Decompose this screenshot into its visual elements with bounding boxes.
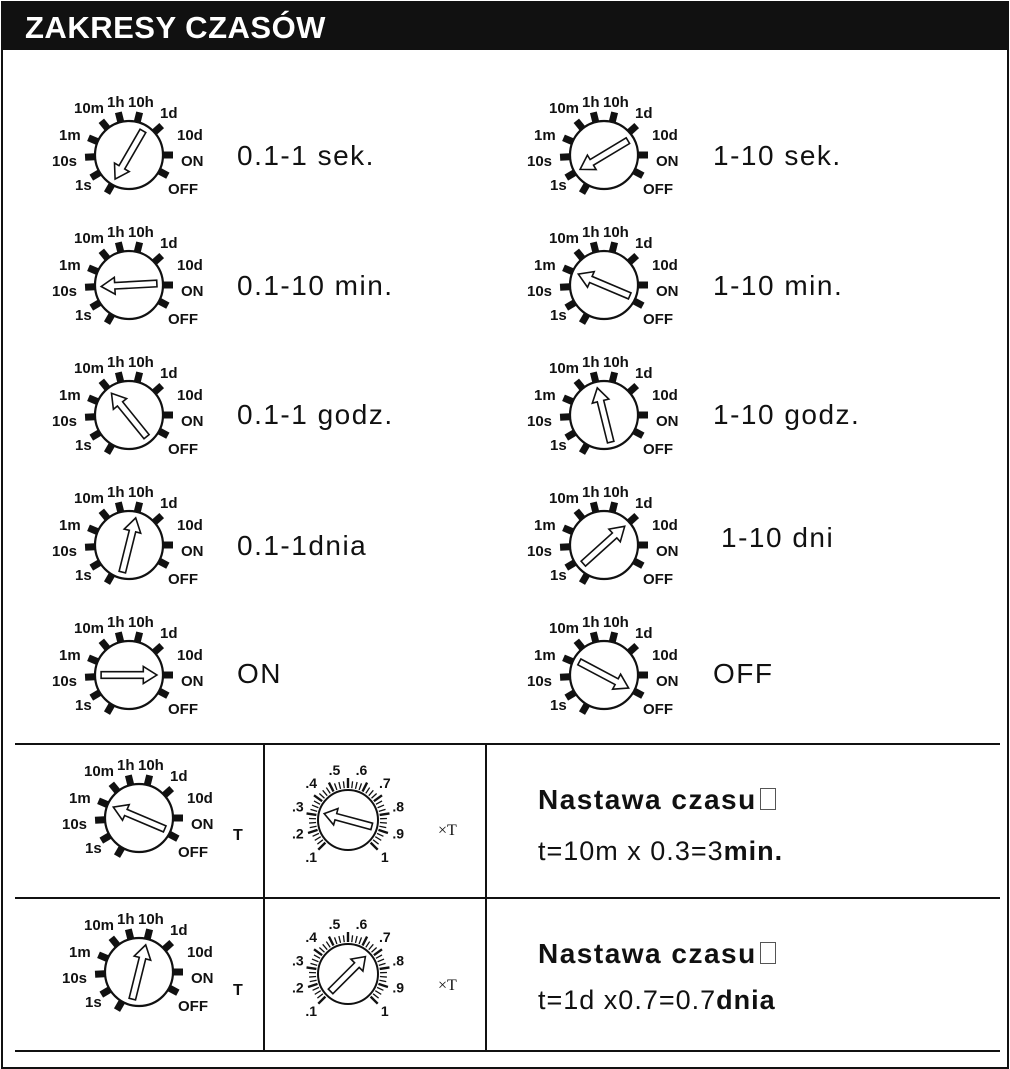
dial-scale-label: 1s xyxy=(550,567,567,584)
multiplier-tick xyxy=(329,783,334,792)
multiplier-tick xyxy=(378,959,384,962)
dial-scale-label: 10h xyxy=(128,484,154,501)
multiplier-tick xyxy=(375,991,381,995)
dial-scale-label: 1d xyxy=(635,495,653,512)
dial-scale-label: ON xyxy=(181,673,204,690)
multiplier-tick xyxy=(307,967,317,969)
dial-scale-label: 1s xyxy=(75,567,92,584)
range-label: 0.1-1 sek. xyxy=(237,140,375,171)
example-title: Nastawa czasu xyxy=(538,784,776,816)
multiplier-scale-label: .7 xyxy=(378,775,391,792)
dial-scale-label: 10s xyxy=(52,543,78,560)
dial-scale-label: OFF xyxy=(168,181,198,198)
multiplier-tick xyxy=(352,935,353,942)
dial-scale-label: OFF xyxy=(643,701,673,718)
multiplier-tick xyxy=(319,948,324,953)
multiplier-tick xyxy=(380,813,390,815)
dial-scale-label: 10h xyxy=(128,354,154,371)
multiplier-tick xyxy=(373,994,378,998)
table-divider-right xyxy=(485,743,487,1052)
dial-scale-label: ON xyxy=(656,543,679,560)
example-formula: t=1d x0.7=0.7dnia xyxy=(538,985,776,1015)
dial-scale-label: 1h xyxy=(582,94,600,111)
dial-scale-label: 1h xyxy=(582,354,600,371)
multiplier-tick xyxy=(379,980,386,981)
example-range-dial xyxy=(50,756,230,886)
multiplier-scale-label: .8 xyxy=(392,798,405,815)
multiplier-tick xyxy=(379,963,386,965)
multiplier-scale-label: .4 xyxy=(305,775,318,792)
dial-scale-label: 1s xyxy=(75,307,92,324)
dial-scale-label: 10d xyxy=(187,790,213,807)
dial-scale-label: OFF xyxy=(168,701,198,718)
dial-scale-label: 10d xyxy=(652,257,678,274)
multiplier-tick xyxy=(343,781,344,788)
multiplier-tick xyxy=(377,987,383,990)
multiplier-tick xyxy=(376,801,382,804)
multiplier-scale-label: .5 xyxy=(328,761,341,778)
multiplier-tick xyxy=(355,782,357,789)
dial-scale-label: 10m xyxy=(74,360,105,377)
multiplier-tick xyxy=(374,949,382,955)
multiplier-tick xyxy=(309,977,316,978)
multiplier-tick xyxy=(323,944,328,949)
dial-scale-label: 1s xyxy=(75,697,92,714)
dial-scale-label: OFF xyxy=(178,844,208,861)
dial-scale-label: 10h xyxy=(603,484,629,501)
multiplier-tick xyxy=(378,805,384,808)
dial-scale-label: OFF xyxy=(643,311,673,328)
multiplier-tick xyxy=(314,801,320,804)
multiplier-tick xyxy=(380,967,390,969)
dial-scale-label: 1h xyxy=(582,224,600,241)
missing-glyph-box xyxy=(760,788,776,810)
multiplier-scale-label: 1 xyxy=(380,848,389,865)
multiplier-scale-label: 1 xyxy=(380,1002,389,1019)
dial-scale-label: 1m xyxy=(69,790,91,807)
dial-scale-label: 1d xyxy=(635,365,653,382)
dial-scale-label: 10m xyxy=(549,100,580,117)
multiplier-tick xyxy=(310,826,317,827)
dial-scale-label: 1m xyxy=(534,647,556,664)
dial-scale-label: ON xyxy=(656,413,679,430)
multiplier-tick xyxy=(335,783,337,790)
multiplier-tick xyxy=(374,795,382,801)
dial-scale-label: 1d xyxy=(170,768,188,785)
dial-scale-label: 1s xyxy=(75,177,92,194)
dial-scale-label: 10m xyxy=(74,230,105,247)
dial-scale-label: 10d xyxy=(652,647,678,664)
multiplier-tick xyxy=(352,781,353,788)
dial-scale-label: 10s xyxy=(527,413,553,430)
dial-scale-label: 10d xyxy=(652,387,678,404)
multiplier-tick xyxy=(309,823,316,824)
dial-scale-label: 1m xyxy=(534,257,556,274)
dial-scale-label: 1h xyxy=(117,757,135,774)
multiplier-tick xyxy=(366,942,370,948)
dial-scale-label: 10h xyxy=(603,224,629,241)
dial-scale-label: 1m xyxy=(534,517,556,534)
dial-scale-label: ON xyxy=(181,283,204,300)
dial-scale-label: ON xyxy=(181,543,204,560)
multiplier-scale-label: .9 xyxy=(392,825,405,842)
dial-scale-label: 1m xyxy=(59,387,81,404)
dial-scale-label: 10m xyxy=(549,230,580,247)
table-divider-left xyxy=(263,743,265,1052)
dial-scale-label: 1s xyxy=(550,697,567,714)
dial-scale-label: 1m xyxy=(59,127,81,144)
dial-scale-label: 1h xyxy=(107,224,125,241)
table-rule-bottom xyxy=(15,1050,1000,1052)
range-label: 1-10 min. xyxy=(713,270,844,301)
dial-scale-label: 1s xyxy=(75,437,92,454)
multiplier-scale-label: .5 xyxy=(328,915,341,932)
range-dial xyxy=(40,353,220,483)
range-dial xyxy=(40,93,220,223)
t-label: T xyxy=(233,982,243,999)
multiplier-tick xyxy=(312,805,318,808)
multiplier-tick xyxy=(369,944,374,949)
dial-scale-label: 10h xyxy=(138,757,164,774)
dial-scale-label: 10m xyxy=(74,490,105,507)
multiplier-tick xyxy=(376,955,382,958)
dial-scale-label: 1d xyxy=(160,235,178,252)
multiplier-tick xyxy=(314,949,322,955)
multiplier-tick xyxy=(314,795,322,801)
dial-scale-label: 10d xyxy=(177,387,203,404)
example-range-dial xyxy=(50,910,230,1040)
multiplier-tick xyxy=(318,843,325,850)
dial-scale-label: 10h xyxy=(603,354,629,371)
range-label: ON xyxy=(237,658,282,689)
dial-scale-label: ON xyxy=(181,153,204,170)
dial-scale-label: 10m xyxy=(549,360,580,377)
range-dial xyxy=(40,483,220,613)
dial-scale-label: 10d xyxy=(177,517,203,534)
multiplier-tick xyxy=(312,959,318,962)
dial-scale-label: 1m xyxy=(59,517,81,534)
multiplier-tick xyxy=(380,977,387,978)
multiplier-scale-label: .2 xyxy=(291,979,304,996)
dial-scale-label: 1d xyxy=(160,625,178,642)
multiplier-tick xyxy=(319,794,324,799)
multiplier-tick xyxy=(339,782,341,789)
multiplier-tick xyxy=(314,955,320,958)
dial-scale-label: 1m xyxy=(59,647,81,664)
dial-scale-label: 10d xyxy=(177,257,203,274)
range-label: OFF xyxy=(713,658,774,689)
dial-scale-label: 10s xyxy=(527,283,553,300)
multiplier-tick xyxy=(379,826,386,827)
dial-scale-label: 1s xyxy=(550,307,567,324)
range-label: 1-10 dni xyxy=(721,522,835,553)
t-label: T xyxy=(233,827,243,844)
dial-scale-label: ON xyxy=(656,673,679,690)
range-dial xyxy=(515,613,695,743)
multiplier-tick xyxy=(359,937,361,944)
dial-scale-label: OFF xyxy=(643,441,673,458)
dial-scale-label: 10d xyxy=(187,944,213,961)
dial-scale-label: ON xyxy=(181,413,204,430)
range-dial xyxy=(515,353,695,483)
range-label: 0.1-10 min. xyxy=(237,270,394,301)
multiplier-tick xyxy=(378,830,388,833)
multiplier-tick xyxy=(379,809,386,811)
multiplier-scale-label: .6 xyxy=(355,761,368,778)
range-dial xyxy=(40,613,220,743)
dial-scale-label: 1m xyxy=(534,387,556,404)
dial-scale-label: 1h xyxy=(582,484,600,501)
multiplier-tick xyxy=(315,991,321,995)
multiplier-dial xyxy=(270,910,430,1030)
dial-scale-label: 1h xyxy=(107,614,125,631)
dial-scale-label: 10s xyxy=(52,153,78,170)
dial-scale-label: 1s xyxy=(85,994,102,1011)
example-formula: t=10m x 0.3=3min. xyxy=(538,836,784,866)
multiplier-tick xyxy=(323,790,328,795)
multiplier-tick xyxy=(369,790,374,795)
dial-scale-label: 1s xyxy=(85,840,102,857)
multiplier-tick xyxy=(317,840,322,844)
multiplier-tick xyxy=(378,984,388,987)
dial-scale-label: 1m xyxy=(534,127,556,144)
dial-scale-label: 1h xyxy=(107,484,125,501)
multiplier-scale-label: .7 xyxy=(378,929,391,946)
dial-scale-label: 10h xyxy=(603,614,629,631)
dial-scale-label: 1d xyxy=(170,922,188,939)
multiplier-tick xyxy=(363,783,368,792)
multiplier-tick xyxy=(377,833,383,836)
multiplier-tick xyxy=(375,837,381,841)
multiplier-tick xyxy=(313,833,319,836)
dial-scale-label: 10s xyxy=(527,673,553,690)
multiplier-tick xyxy=(315,837,321,841)
multiplier-scale-label: .8 xyxy=(392,952,405,969)
dial-scale-label: 10m xyxy=(84,917,115,934)
range-dial xyxy=(40,223,220,353)
multiplier-tick xyxy=(355,936,357,943)
multiplier-scale-label: .6 xyxy=(355,915,368,932)
dial-scale-label: 1s xyxy=(550,437,567,454)
multiplier-scale-label: .3 xyxy=(291,952,304,969)
dial-scale-label: 1h xyxy=(117,911,135,928)
dial-scale-label: 10m xyxy=(84,763,115,780)
multiplier-scale-label: .1 xyxy=(305,1002,318,1019)
dial-scale-label: ON xyxy=(656,283,679,300)
multiplier-scale-label: .1 xyxy=(305,848,318,865)
multiplier-tick xyxy=(339,936,341,943)
dial-scale-label: 10h xyxy=(128,224,154,241)
range-label: 1-10 godz. xyxy=(713,399,861,430)
dial-scale-label: 1h xyxy=(582,614,600,631)
multiplier-tick xyxy=(326,788,330,794)
multiplier-tick xyxy=(308,830,318,833)
dial-scale-label: 10s xyxy=(52,673,78,690)
table-rule-middle xyxy=(15,897,1000,899)
dial-scale-label: ON xyxy=(191,970,214,987)
dial-scale-label: 1d xyxy=(160,365,178,382)
dial-scale-label: 1h xyxy=(107,94,125,111)
xt-label: ×T xyxy=(438,822,457,839)
multiplier-scale-label: .9 xyxy=(392,979,405,996)
dial-scale-label: 10d xyxy=(177,647,203,664)
dial-scale-label: ON xyxy=(191,816,214,833)
multiplier-tick xyxy=(359,783,361,790)
multiplier-tick xyxy=(310,963,317,965)
multiplier-tick xyxy=(371,794,376,799)
multiplier-scale-label: .4 xyxy=(305,929,318,946)
dial-scale-label: 10m xyxy=(549,490,580,507)
dial-scale-label: 10m xyxy=(74,620,105,637)
multiplier-tick xyxy=(373,840,378,844)
multiplier-tick xyxy=(310,809,317,811)
multiplier-tick xyxy=(313,987,319,990)
dial-scale-label: 1d xyxy=(635,105,653,122)
multiplier-tick xyxy=(310,980,317,981)
multiplier-tick xyxy=(307,813,317,815)
dial-scale-label: OFF xyxy=(168,311,198,328)
dial-scale-label: 10m xyxy=(74,100,105,117)
multiplier-tick xyxy=(318,997,325,1004)
dial-scale-label: 1d xyxy=(635,235,653,252)
multiplier-tick xyxy=(317,994,322,998)
range-label: 0.1-1 godz. xyxy=(237,399,394,430)
page-title: ZAKRESY CZASÓW xyxy=(25,10,326,45)
dial-scale-label: 10h xyxy=(128,94,154,111)
multiplier-tick xyxy=(308,984,318,987)
dial-scale-label: OFF xyxy=(643,181,673,198)
dial-scale-label: 10d xyxy=(177,127,203,144)
dial-scale-label: 1s xyxy=(550,177,567,194)
dial-scale-label: 1m xyxy=(59,257,81,274)
multiplier-tick xyxy=(380,823,387,824)
dial-scale-label: OFF xyxy=(168,571,198,588)
multiplier-tick xyxy=(371,843,378,850)
dial-scale-label: OFF xyxy=(168,441,198,458)
dial-scale-label: 1d xyxy=(160,495,178,512)
multiplier-tick xyxy=(326,942,330,948)
xt-label: ×T xyxy=(438,977,457,994)
dial-scale-label: 1d xyxy=(160,105,178,122)
dial-scale-label: ON xyxy=(656,153,679,170)
range-dial xyxy=(515,483,695,613)
dial-scale-label: 10s xyxy=(52,413,78,430)
multiplier-scale-label: .2 xyxy=(291,825,304,842)
multiplier-tick xyxy=(335,937,337,944)
dial-scale-label: 1d xyxy=(635,625,653,642)
multiplier-dial xyxy=(270,756,430,876)
dial-scale-label: 10h xyxy=(128,614,154,631)
dial-scale-label: 10s xyxy=(527,153,553,170)
dial-scale-label: 10d xyxy=(652,517,678,534)
dial-scale-label: 10d xyxy=(652,127,678,144)
range-label: 1-10 sek. xyxy=(713,140,842,171)
dial-scale-label: 10m xyxy=(549,620,580,637)
dial-scale-label: 10s xyxy=(52,283,78,300)
multiplier-tick xyxy=(371,948,376,953)
dial-scale-label: 10s xyxy=(62,970,88,987)
dial-scale-label: 1h xyxy=(107,354,125,371)
multiplier-tick xyxy=(363,937,368,946)
multiplier-tick xyxy=(371,997,378,1004)
dial-scale-label: 10h xyxy=(138,911,164,928)
range-dial xyxy=(515,223,695,353)
header-bar xyxy=(3,3,1007,50)
dial-scale-label: 10h xyxy=(603,94,629,111)
range-dial xyxy=(515,93,695,223)
missing-glyph-box xyxy=(760,942,776,964)
multiplier-tick xyxy=(343,935,344,942)
dial-scale-label: 1m xyxy=(69,944,91,961)
multiplier-tick xyxy=(329,937,334,946)
multiplier-tick xyxy=(366,788,370,794)
dial-scale-label: OFF xyxy=(178,998,208,1015)
range-label: 0.1-1dnia xyxy=(237,530,368,561)
example-title: Nastawa czasu xyxy=(538,938,776,970)
dial-scale-label: 10s xyxy=(527,543,553,560)
table-rule-top xyxy=(15,743,1000,745)
dial-scale-label: OFF xyxy=(643,571,673,588)
dial-scale-label: 10s xyxy=(62,816,88,833)
multiplier-scale-label: .3 xyxy=(291,798,304,815)
